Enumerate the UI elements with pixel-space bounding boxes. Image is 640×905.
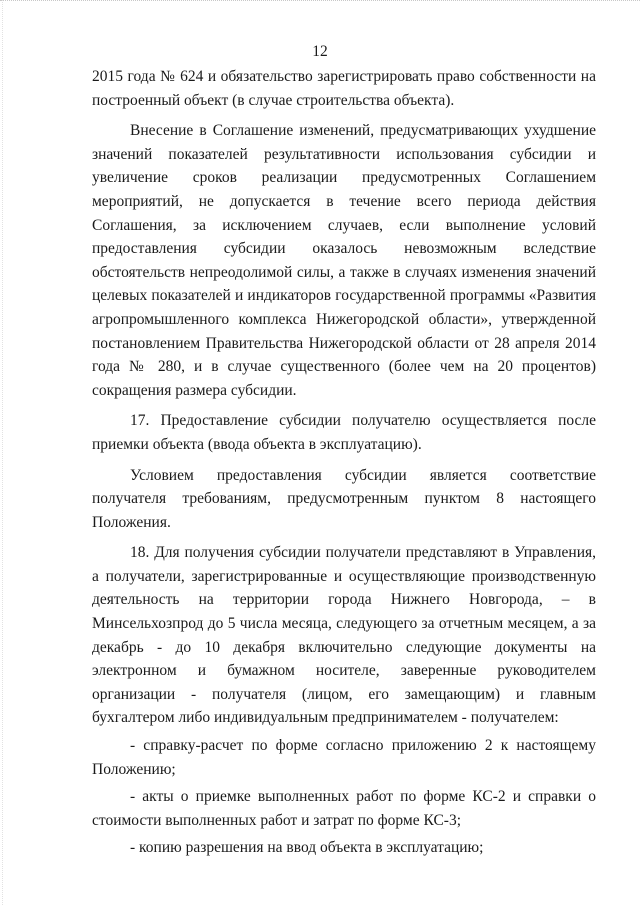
paragraph-agreement-changes: Внесение в Соглашение изменений, предусматривающих ухудшение значений показателей результативности использования субсидии и увеличение сроков реализации предусмотренных Соглашением мероприятий, не допускается в течение всего периода действия Соглашения, за исключением случаев, если выполнение условий предоставления субсидии оказалось невозможным вследствие обстоятельств непреодолимой силы, а также в случаях изменения значений целевых показателей и индикаторов государственной программы «Развития агропромышленного комплекса Нижегородской области», утвержденной постановлением Правительства Нижегородской области от 28 апреля 2014 года № 280, и в случае существенного (более чем на 20 процентов) сокращения размера субсидии. xyxy=(92,122,596,399)
list-item-acts: - акты о приемке выполненных работ по форме КС-2 и справки о стоимости выполненных работ и затрат по форме КС-3; xyxy=(92,788,596,829)
paragraph-18: 18. Для получения субсидии получатели представляют в Управления, а получатели, зарегистрированные и осуществляющие производственную деятельность на территории города Нижнего Новгорода, – в Минсельхозпрод до 5 числа месяца, следующего за отчетным месяцем, а за декабрь - до 10 декабря включительно следующие документы на электронном и бумажном носителе, заверенные руководителем организации - получателя (лицом, его замещающим) и главным бухгалтером либо индивидуальным предпринимателем - получателем: xyxy=(92,544,596,727)
list-item-permit: - копию разрешения на ввод объекта в эксплуатацию; xyxy=(130,839,484,857)
paragraph-17: 17. Предоставление субсидии получателю осуществляется после приемки объекта (ввода объекта в эксплуатацию). xyxy=(92,412,596,453)
paragraph-continuation: 2015 года № 624 и обязательство зарегистрировать право собственности на построенный объект (в случае строительства объекта). xyxy=(92,68,596,109)
list-item-calculation: - справку-расчет по форме согласно приложению 2 к настоящему Положению; xyxy=(92,737,596,778)
document-body xyxy=(92,65,596,860)
paragraph-condition: Условием предоставления субсидии является соответствие получателя требованиям, предусмотренным пунктом 8 настоящего Положения. xyxy=(92,466,596,531)
top-edge-rule xyxy=(0,0,640,1)
page-number: 12 xyxy=(312,43,328,60)
left-edge-rule xyxy=(2,0,3,905)
